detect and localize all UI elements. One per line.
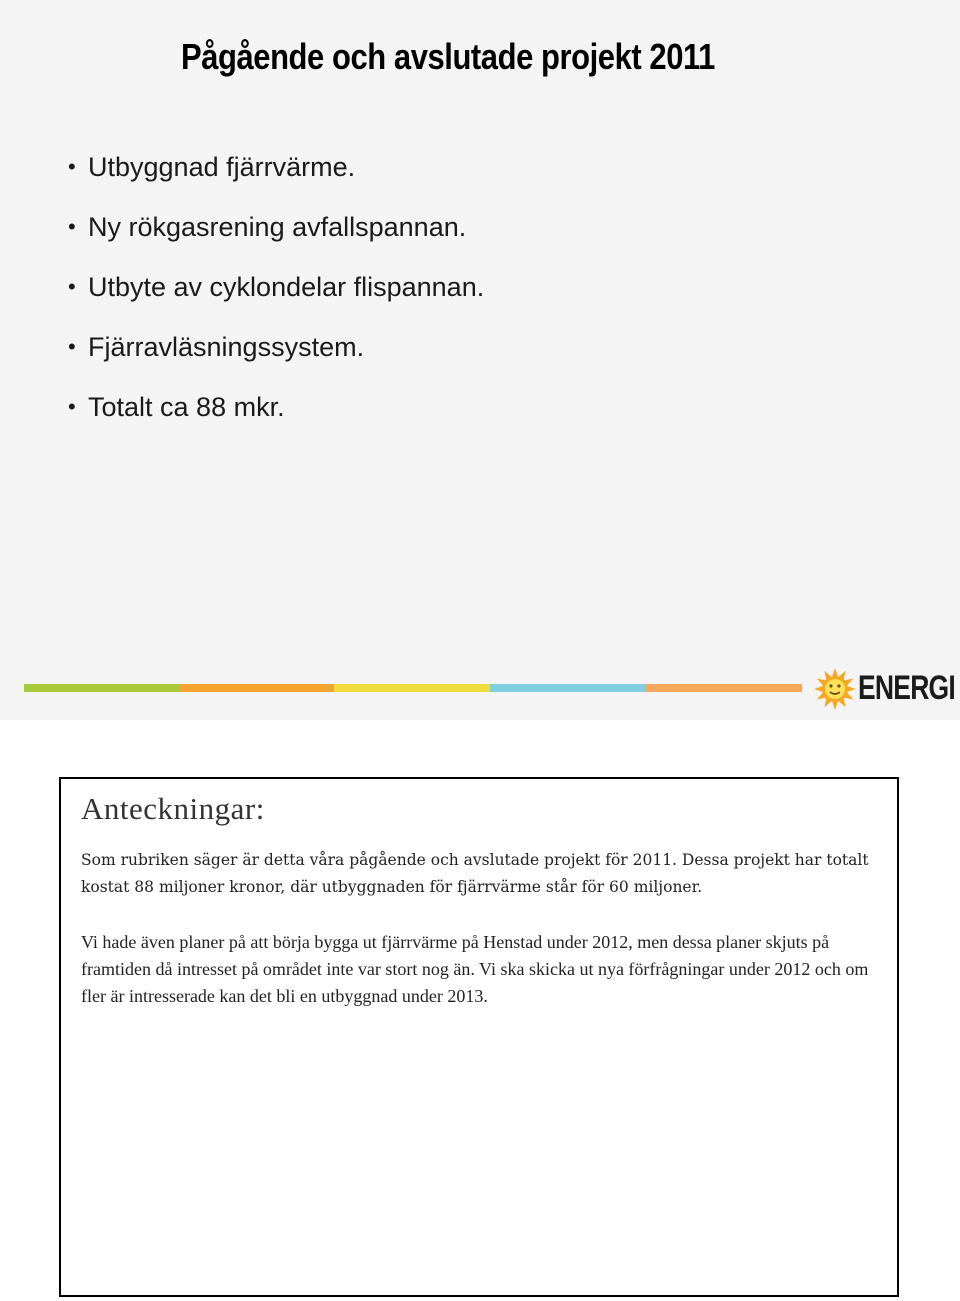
notes-paragraph: Som rubriken säger är detta våra pågående och avslutade projekt för 2011. Dessa projekt har totalt kostat 88 miljoner kronor, där utbyggnaden för fjärrvärme står för 60 miljoner. — [81, 851, 869, 896]
sun-ray — [848, 686, 856, 692]
bullet-marker: • — [68, 274, 76, 299]
color-bar-segment-green — [24, 684, 179, 692]
sun-icon — [812, 663, 858, 713]
sun-ray — [832, 668, 838, 676]
bullet-marker: • — [68, 214, 76, 239]
bullet-item — [68, 152, 484, 212]
bullet-text: Ny rökgasrening avfallspannan. — [88, 212, 467, 242]
notes-box — [59, 777, 899, 1297]
bullet-list — [68, 152, 484, 452]
bullet-text: Utbyte av cyklondelar flispannan. — [88, 272, 485, 302]
bullet-text: Utbyggnad fjärrvärme. — [88, 152, 356, 182]
bullet-item — [68, 392, 484, 452]
color-bar-segment-orange — [179, 684, 334, 692]
bullet-item — [68, 212, 484, 272]
bullet-marker: • — [68, 394, 76, 419]
color-bar-segment-cyan — [490, 684, 646, 692]
notes-heading: Anteckningar: — [81, 791, 265, 826]
color-bar-segment-yellow — [334, 684, 490, 692]
bullet-item — [68, 272, 484, 332]
bullet-text: Fjärravläsningssystem. — [88, 332, 365, 362]
logo-text: ENERGI — [858, 669, 956, 707]
bullet-item — [68, 332, 484, 392]
bullet-marker: • — [68, 154, 76, 179]
slide-title: Pågående och avslutade projekt 2011 — [181, 36, 715, 77]
color-bar-segment-peach — [646, 684, 802, 692]
energi-logo — [812, 663, 956, 713]
sun-ray — [832, 702, 838, 710]
sun-ray — [814, 686, 822, 692]
bullet-marker: • — [68, 334, 76, 359]
notes-paragraph: Vi hade även planer på att börja bygga ut fjärrvärme på Henstad under 2012, men dessa planer skjuts på framtiden då intresset på området inte var stort nog än. Vi ska skicka ut nya förfrågningar under 2012 och om fler är intresserade kan det bli en utbyggnad under 2013. — [81, 932, 869, 1006]
bullet-text: Totalt ca 88 mkr. — [88, 392, 285, 422]
